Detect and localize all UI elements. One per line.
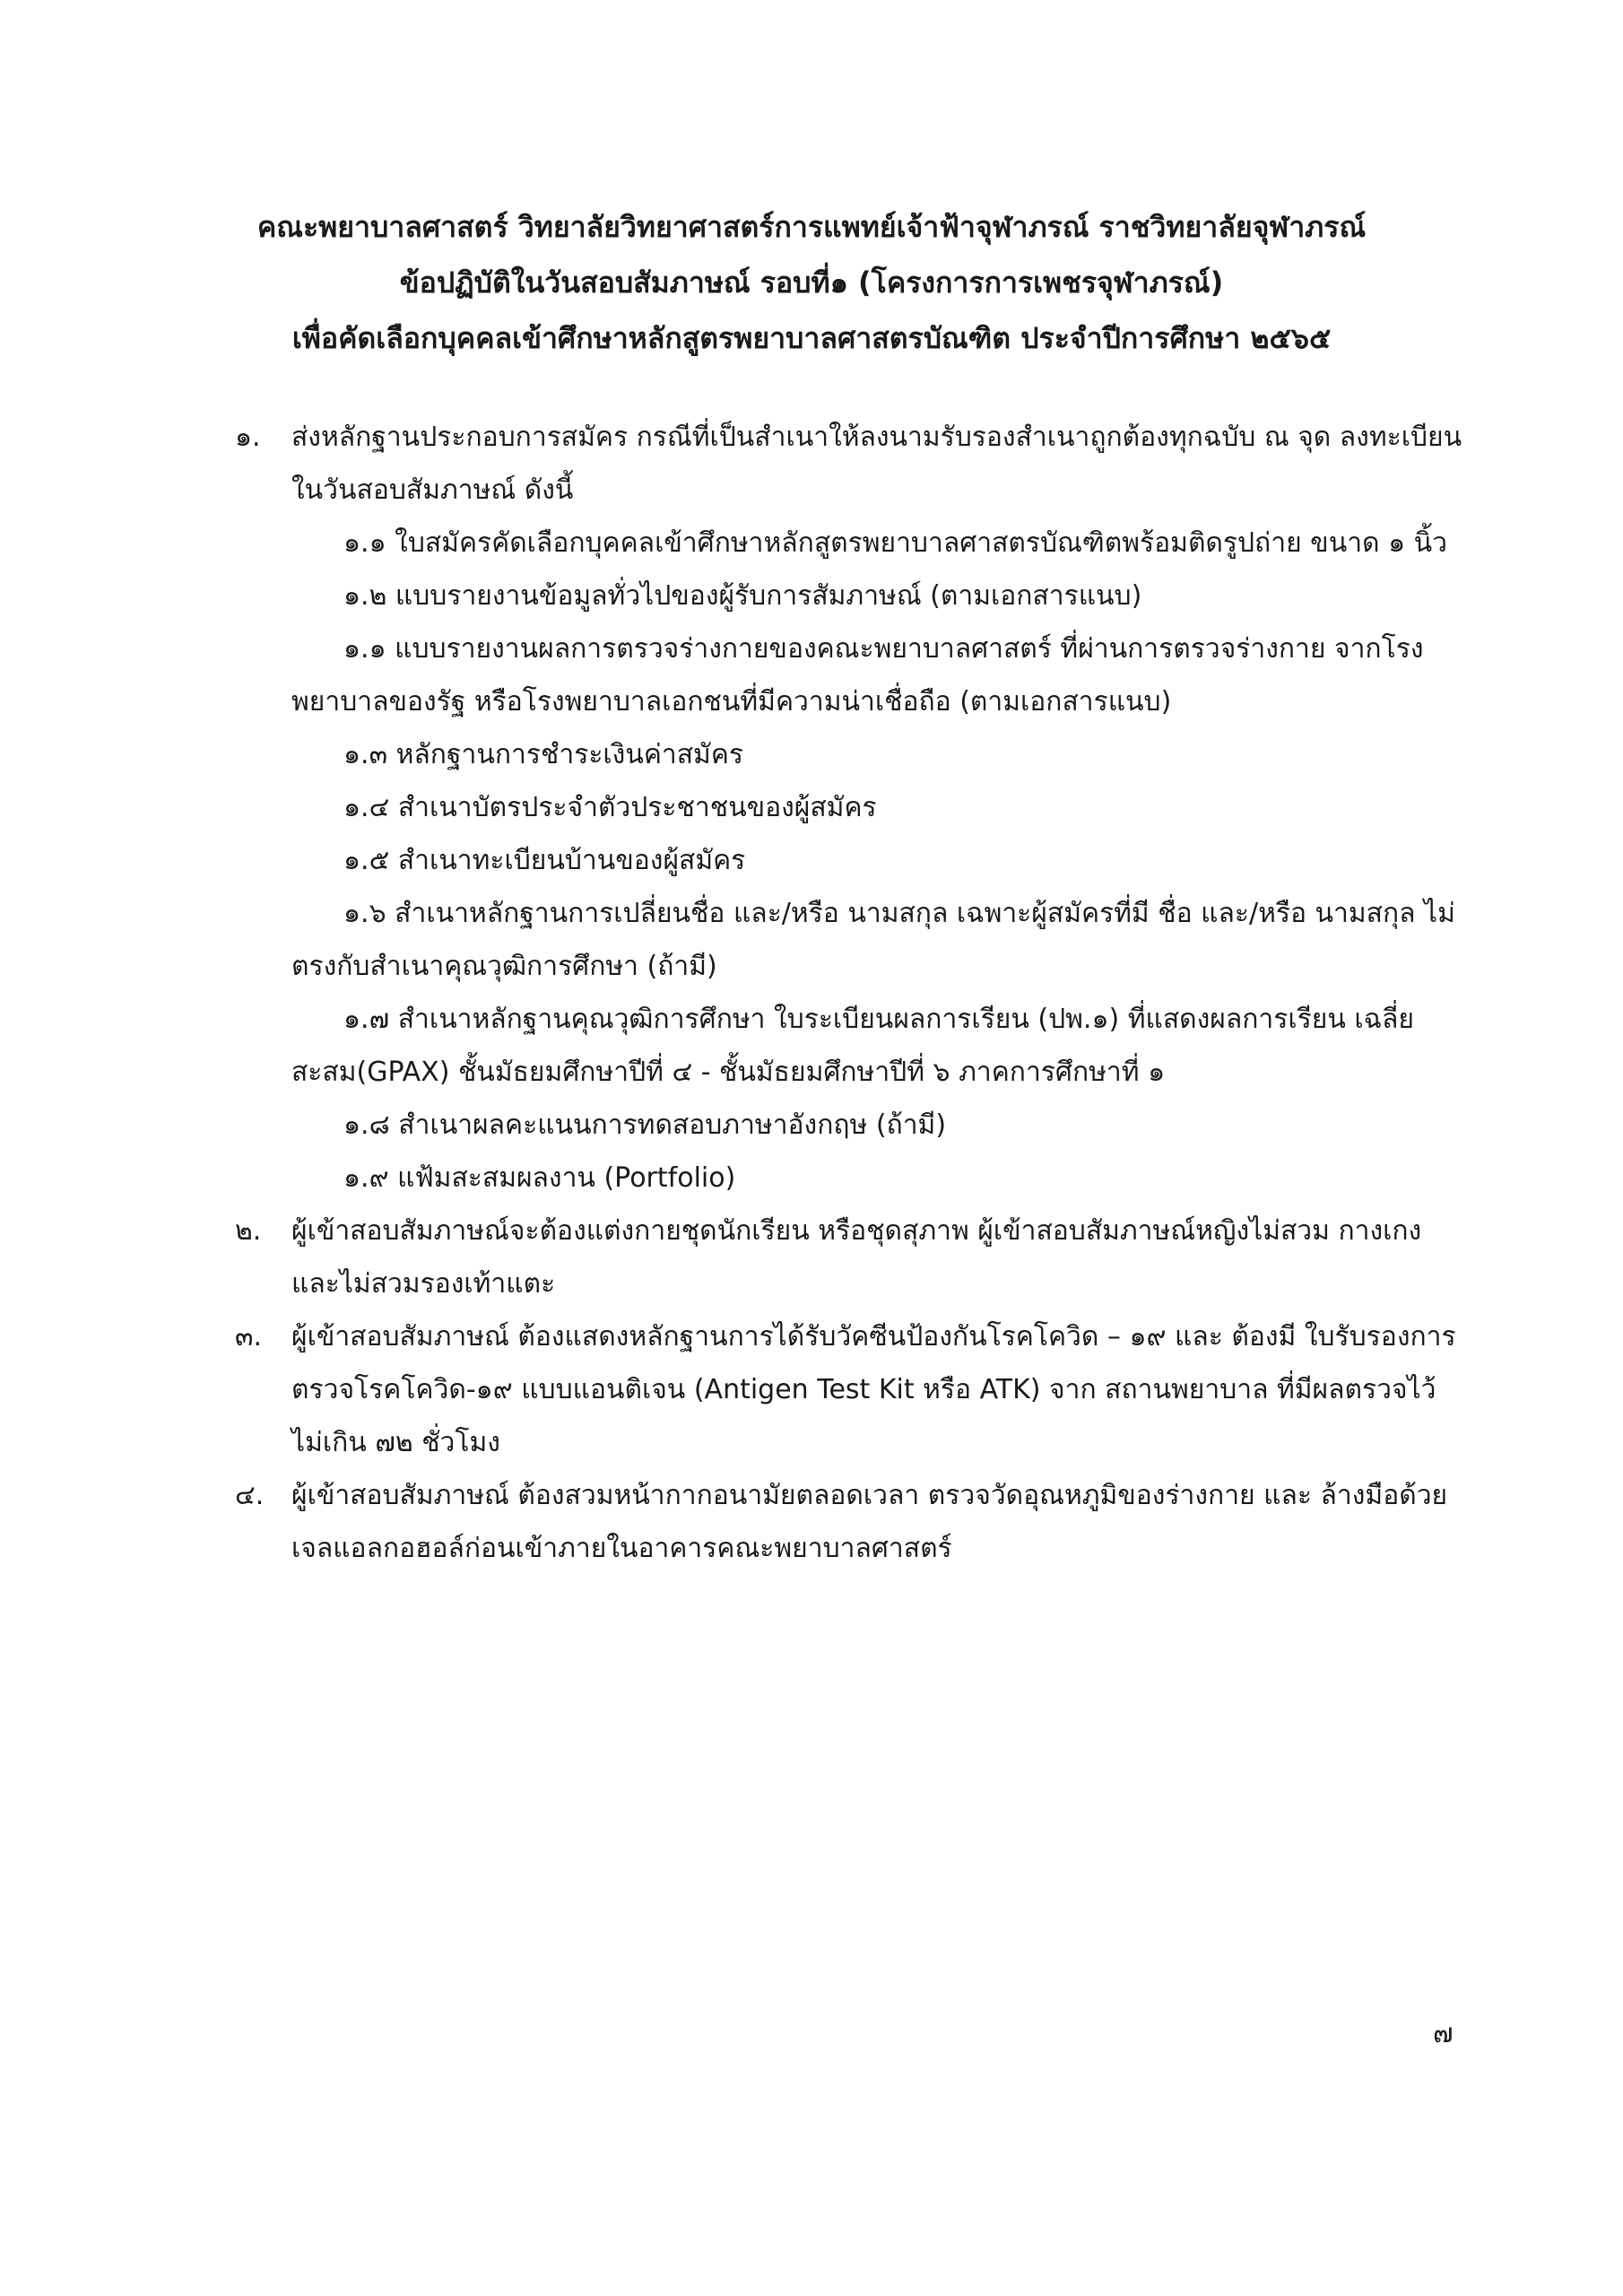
list-item-3	[235, 1310, 1465, 1469]
list-item-1	[235, 411, 1465, 517]
subitem-number: ๑.๒	[343, 580, 387, 612]
subitem-text: แบบรายงานผลการตรวจร่างกายของคณะพยาบาลศาสตร์ ที่ผ่านการตรวจร่างกาย จากโรงพยาบาลของรัฐ หรือโรงพยาบาลเอกชนที่มีความน่าเชื่อถือ (ตามเอกสารแนบ)	[291, 633, 1424, 718]
item-text: ผู้เข้าสอบสัมภาษณ์ ต้องแสดงหลักฐานการได้รับวัคซีนป้องกันโรคโควิด – ๑๙ และ ต้องมี ใบรับรองการตรวจโรคโควิด-๑๙ แบบแอนติเจน (Antigen Test Kit หรือ ATK) จาก สถานพยาบาล ที่มีผลตรวจไว้ไม่เกิน ๗๒ ชั่วโมง	[291, 1321, 1456, 1458]
subitem-number: ๑.๑	[343, 633, 386, 665]
subitem-number: ๑.๔	[343, 792, 390, 823]
subitem-1-6	[235, 887, 1465, 993]
subitem-1-1	[235, 517, 1465, 570]
subitem-number: ๑.๙	[343, 1162, 389, 1194]
subitem-number: ๑.๘	[343, 1109, 390, 1141]
header-line-1: คณะพยาบาลศาสตร์ วิทยาลัยวิทยาศาสตร์การแพทย์เจ้าฟ้าจุฬาภรณ์ ราชวิทยาลัยจุฬาภรณ์	[256, 210, 1367, 244]
subitem-text: สำเนาหลักฐานการเปลี่ยนชื่อ และ/หรือ นามสกุล เฉพาะผู้สมัครที่มี ชื่อ และ/หรือ นามสกุล ไม่ตรงกับสำเนาคุณวุฒิการศึกษา (ถ้ามี)	[291, 898, 1455, 982]
subitem-text: แบบรายงานข้อมูลทั่วไปของผู้รับการสัมภาษณ์ (ตามเอกสารแนบ)	[395, 580, 1142, 612]
subitem-1-3	[235, 728, 1465, 781]
item-number: ๑.	[235, 422, 261, 453]
subitem-1-9	[235, 1152, 1465, 1205]
subitem-1-4	[235, 781, 1465, 834]
subitem-number: ๑.๖	[343, 898, 386, 929]
item-number: ๓.	[235, 1321, 263, 1352]
document-header	[215, 199, 1408, 366]
subitem-text: สำเนาบัตรประจำตัวประชาชนของผู้สมัคร	[397, 792, 877, 823]
subitem-text: สำเนาหลักฐานคุณวุฒิการศึกษา ใบระเบียนผลการเรียน (ปพ.๑) ที่แสดงผลการเรียน เฉลี่ยสะสม(GPAX) ชั้นมัธยมศึกษาปีที่ ๔ - ชั้นมัธยมศึกษาปีที่ ๖ ภาคการศึกษาที่ ๑	[291, 1004, 1415, 1088]
item-text: ผู้เข้าสอบสัมภาษณ์จะต้องแต่งกายชุดนักเรียน หรือชุดสุภาพ ผู้เข้าสอบสัมภาษณ์หญิงไม่สวม กางเกง และไม่สวมรองเท้าแตะ	[291, 1215, 1422, 1300]
subitem-text: สำเนาผลคะแนนการทดสอบภาษาอังกฤษ (ถ้ามี)	[398, 1109, 947, 1141]
item-number: ๒.	[235, 1215, 262, 1247]
page-number: ๗	[1433, 2018, 1454, 2049]
subitem-number: ๑.๓	[343, 739, 388, 770]
list-item-2	[235, 1205, 1465, 1310]
subitem-text: ใบสมัครคัดเลือกบุคคลเข้าศึกษาหลักสูตรพยาบาลศาสตรบัณฑิตพร้อมติดรูปถ่าย ขนาด ๑ นิ้ว	[395, 527, 1447, 559]
subitem-1-7	[235, 993, 1465, 1099]
subitem-number: ๑.๗	[343, 1004, 390, 1035]
subitem-number: ๑.๕	[343, 845, 390, 876]
subitem-number: ๑.๑	[343, 527, 386, 559]
subitem-text: หลักฐานการชำระเงินค่าสมัคร	[395, 739, 744, 770]
header-line-3: เพื่อคัดเลือกบุคคลเข้าศึกษาหลักสูตรพยาบาลศาสตรบัณฑิต ประจำปีการศึกษา ๒๕๖๕	[291, 321, 1332, 355]
list-item-4	[235, 1469, 1465, 1575]
item-text: ส่งหลักฐานประกอบการสมัคร กรณีที่เป็นสำเนาให้ลงนามรับรองสำเนาถูกต้องทุกฉบับ ณ จุด ลงทะเบียนในวันสอบสัมภาษณ์ ดังนี้	[291, 422, 1462, 506]
instructions-list	[235, 411, 1465, 1575]
subitem-1-8	[235, 1099, 1465, 1152]
subitem-1-1b	[235, 622, 1465, 728]
subitem-1-2	[235, 570, 1465, 622]
item-text: ผู้เข้าสอบสัมภาษณ์ ต้องสวมหน้ากากอนามัยตลอดเวลา ตรวจวัดอุณหภูมิของร่างกาย และ ล้างมือด้วยเจลแอลกอฮอล์ก่อนเข้าภายในอาคารคณะพยาบาลศาสตร์	[291, 1480, 1448, 1564]
subitem-text: แฟ้มสะสมผลงาน (Portfolio)	[397, 1162, 736, 1194]
subitem-text: สำเนาทะเบียนบ้านของผู้สมัคร	[397, 845, 746, 876]
header-line-2: ข้อปฏิบัติในวันสอบสัมภาษณ์ รอบที่๑ (โครงการการเพชรจุฬาภรณ์)	[399, 265, 1224, 300]
item-number: ๔.	[235, 1480, 265, 1511]
subitem-1-5	[235, 834, 1465, 887]
